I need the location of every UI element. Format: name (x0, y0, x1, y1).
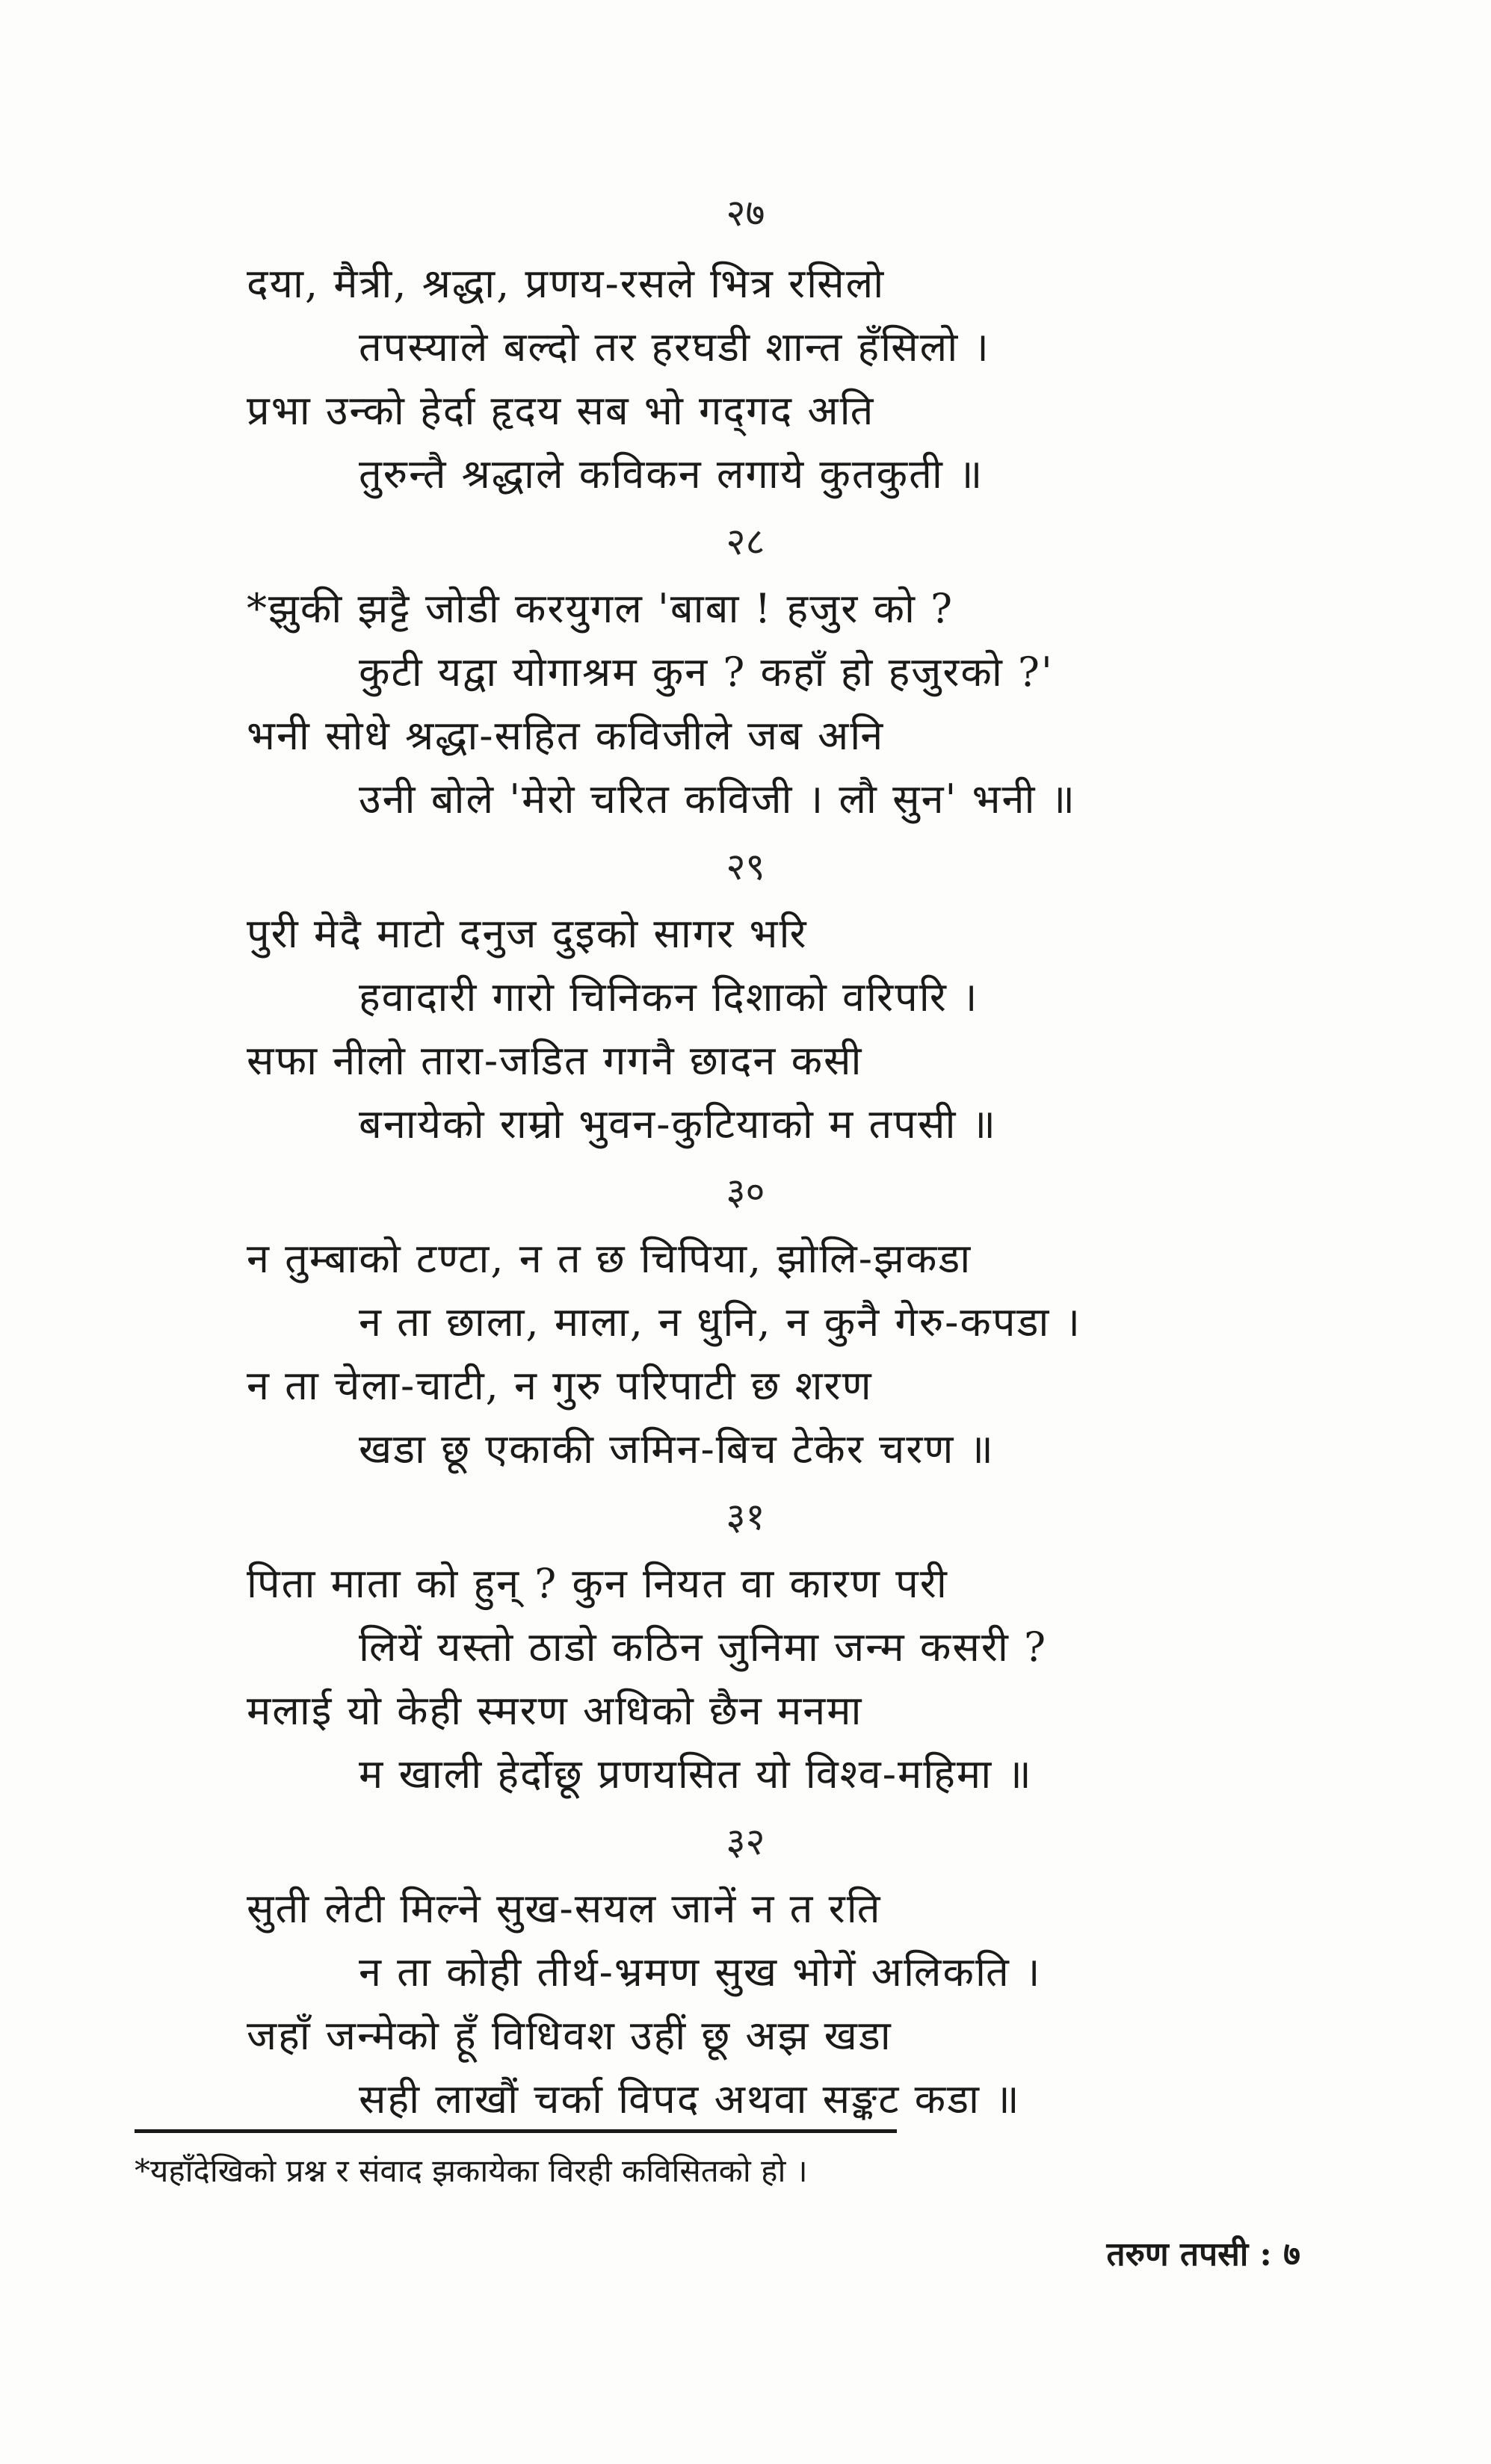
stanza-number: २७ (726, 191, 765, 235)
verse-line: जहाँ जन्मेको हूँ विधिवश उहीं छू अझ खडा (247, 2012, 892, 2059)
verse-line: न तुम्बाको टण्टा, न त छ चिपिया, झोलि-झकडा (247, 1235, 972, 1282)
stanza-number: २९ (726, 845, 765, 888)
verse-line: सही लाखौं चर्का विपद अथवा सङ्कट कडा ॥ (359, 2075, 1021, 2123)
verse-line: कुटी यद्वा योगाश्रम कुन ? कहाँ हो हजुरको ?' (359, 648, 1054, 696)
verse-line: सुती लेटी मिल्ने सुख-सयल जानें न त रति (247, 1885, 882, 1932)
verse-line: बनायेको राम्रो भुवन-कुटियाको म तपसी ॥ (359, 1101, 997, 1148)
stanza-number: ३१ (726, 1495, 765, 1538)
verse-line: न ता कोही तीर्थ-भ्रमण सुख भोगें अलिकति । (359, 1948, 1042, 1996)
stanza-number: ३२ (726, 1820, 765, 1863)
stanza-number: ३० (726, 1170, 765, 1213)
verse-line: तुरुन्तै श्रद्धाले कविकन लगाये कुतकुती ॥ (359, 451, 984, 498)
verse-line: न ता छाला, माला, न धुनि, न कुनै गेरु-कपडा । (359, 1298, 1082, 1346)
verse-line: पुरी मेदै माटो दनुज दुइको सागर भरि (247, 910, 808, 957)
verse-line: उनी बोले 'मेरो चरित कविजी । लौ सुन' भनी ॥ (359, 776, 1076, 823)
verse-line: मलाई यो केही स्मरण अधिको छैन मनमा (247, 1687, 863, 1734)
running-footer: तरुण तपसी : ७ (1106, 2235, 1300, 2273)
verse-line: न ता चेला-चाटी, न गुरु परिपाटी छ शरण (247, 1362, 873, 1409)
footnote: *यहाँदेखिको प्रश्न र संवाद झकायेका विरही कविसितको हो । (135, 2152, 808, 2189)
verse-line: दया, मैत्री, श्रद्धा, प्रणय-रसले भित्र रसिलो (247, 260, 886, 307)
verse-line: सफा नीलो तारा-जडित गगनै छादन कसी (247, 1037, 863, 1084)
verse-line: प्रभा उन्को हेर्दा हृदय सब भो गद्‍गद अति (247, 387, 875, 434)
verse-line: पिता माता को हुन् ? कुन नियत वा कारण परी (247, 1560, 948, 1607)
verse-line: तपस्याले बल्दो तर हरघडी शान्त हँसिलो । (359, 324, 990, 371)
verse-line: हवादारी गारो चिनिकन दिशाको वरिपरि । (359, 973, 979, 1021)
verse-line: *झुकी झट्टै जोडी करयुगल 'बाबा ! हजुर को ? (247, 585, 954, 632)
verse-line: म खाली हेर्दोछू प्रणयसित यो विश्व-महिमा ॥ (359, 1751, 1033, 1798)
verse-line: भनी सोधे श्रद्धा-सहित कविजीले जब अनि (247, 712, 885, 759)
verse-line: खडा छू एकाकी जमिन-बिच टेकेर चरण ॥ (359, 1426, 995, 1473)
stanza-number: २८ (726, 520, 765, 563)
verse-line: लियें यस्तो ठाडो कठिन जुनिमा जन्म कसरी ? (359, 1623, 1048, 1671)
footnote-divider (135, 2129, 897, 2133)
